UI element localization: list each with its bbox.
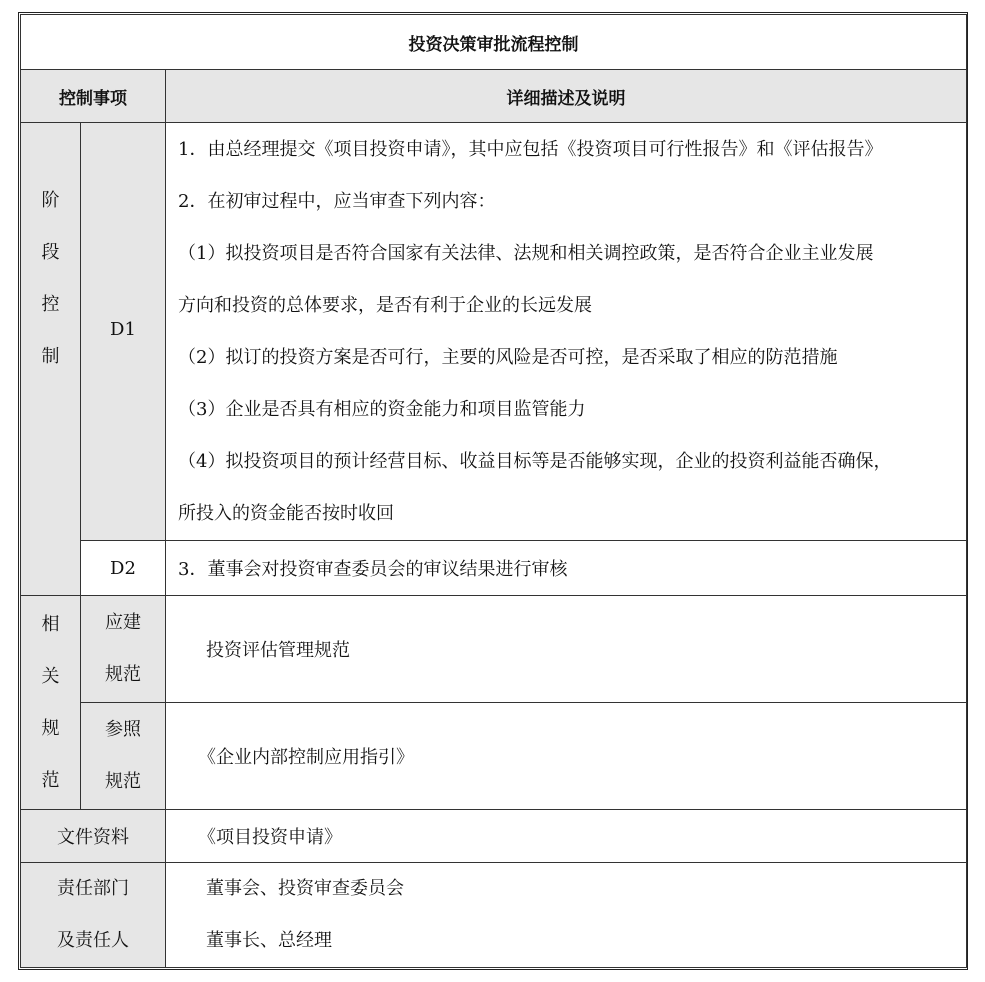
d1-line: 2．在初审过程中，应当审查下列内容： bbox=[178, 190, 496, 212]
d2-description: 3．董事会对投资审查委员会的审议结果进行审核 bbox=[166, 541, 967, 596]
documents-label: 文件资料 bbox=[21, 810, 166, 863]
should-norm-text: 投资评估管理规范 bbox=[166, 596, 967, 703]
header-row bbox=[21, 70, 967, 123]
reference-norm-row bbox=[21, 703, 967, 810]
d2-code: D2 bbox=[81, 541, 166, 596]
title-row bbox=[21, 15, 967, 70]
reference-norm-text: 《企业内部控制应用指引》 bbox=[166, 703, 967, 810]
d1-description bbox=[166, 123, 967, 541]
d1-line: （1）拟投资项目是否符合国家有关法律、法规和相关调控政策，是否符合企业主业发展 bbox=[178, 242, 874, 264]
stage-control-label: 阶 段 控 制 bbox=[21, 123, 81, 596]
responsibility-text bbox=[166, 863, 967, 968]
responsibility-row bbox=[21, 863, 967, 968]
d1-code: D1 bbox=[81, 123, 166, 541]
table-title: 投资决策审批流程控制 bbox=[21, 15, 967, 70]
responsible-person: 董事长、总经理 bbox=[206, 930, 332, 951]
should-norm-row bbox=[21, 596, 967, 703]
header-control-item: 控制事项 bbox=[21, 70, 166, 123]
responsibility-label: 责任部门 及责任人 bbox=[21, 863, 166, 968]
d1-line: （3）企业是否具有相应的资金能力和项目监管能力 bbox=[178, 398, 586, 420]
header-description: 详细描述及说明 bbox=[166, 70, 967, 123]
responsible-dept: 董事会、投资审查委员会 bbox=[206, 878, 404, 899]
d1-line: （4）拟投资项目的预计经营目标、收益目标等是否能够实现，企业的投资利益能否确保， bbox=[178, 450, 892, 472]
documents-text: 《项目投资申请》 bbox=[166, 810, 967, 863]
d1-line: 所投入的资金能否按时收回 bbox=[178, 502, 394, 524]
d2-row bbox=[21, 541, 967, 596]
d1-row bbox=[21, 123, 967, 541]
d1-line: 方向和投资的总体要求，是否有利于企业的长远发展 bbox=[178, 294, 592, 316]
reference-norm-label: 参照 规范 bbox=[81, 703, 166, 810]
d1-line: （2）拟订的投资方案是否可行，主要的风险是否可控，是否采取了相应的防范措施 bbox=[178, 346, 838, 368]
should-norm-label: 应建 规范 bbox=[81, 596, 166, 703]
related-norms-label: 相 关 规 范 bbox=[21, 596, 81, 810]
d1-line: 1．由总经理提交《项目投资申请》，其中应包括《投资项目可行性报告》和《评估报告》 bbox=[178, 138, 883, 160]
documents-row bbox=[21, 810, 967, 863]
control-table bbox=[20, 14, 967, 968]
